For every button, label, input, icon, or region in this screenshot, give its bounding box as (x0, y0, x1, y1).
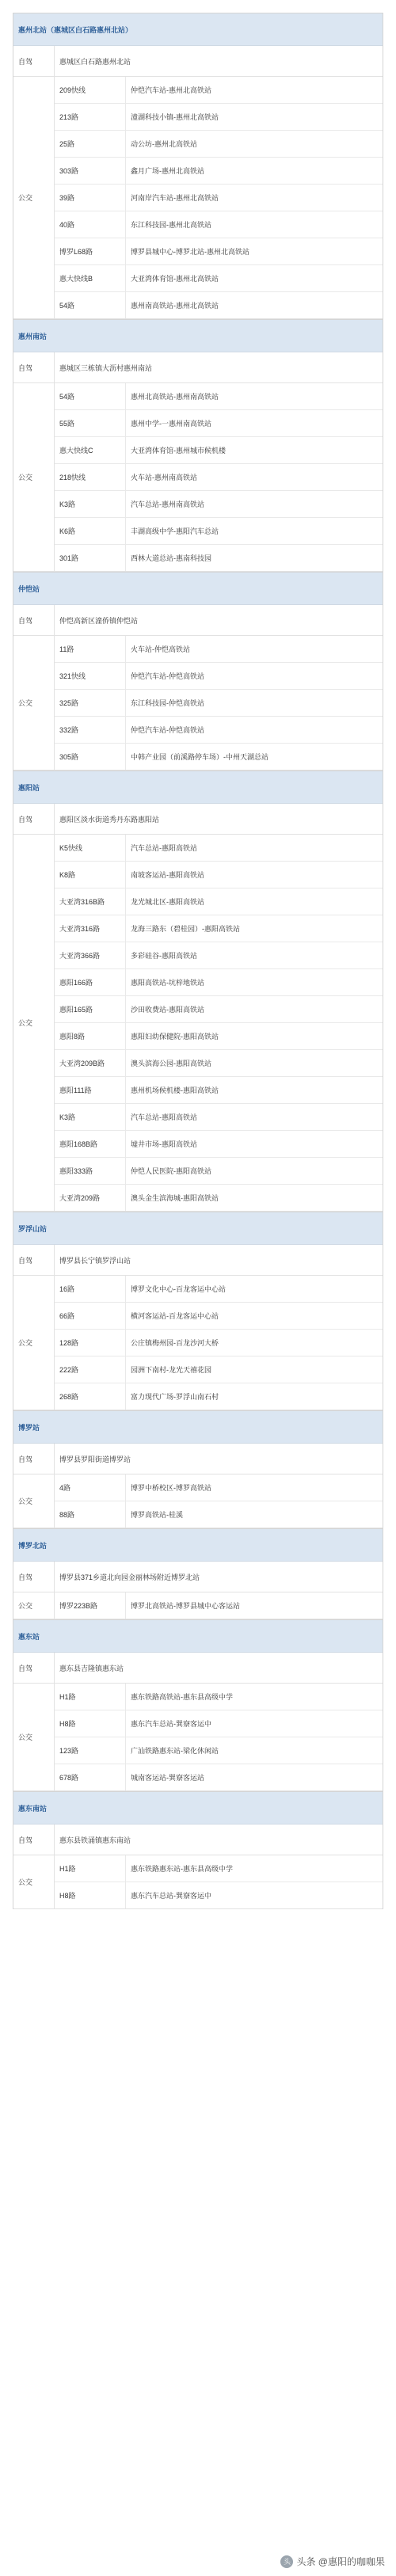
bus-line-row (55, 1077, 383, 1104)
bus-line-name: H1路 (55, 1855, 126, 1882)
bus-line-row (55, 1684, 383, 1710)
bus-row-group (13, 383, 383, 572)
bus-line-row (55, 185, 383, 211)
bus-line-row (55, 717, 383, 744)
bus-line-row (55, 104, 383, 131)
bus-label: 公交 (13, 1276, 55, 1410)
bus-line-route: 园洲下南村-龙光天禧花园 (131, 1366, 211, 1374)
bus-line-name: 222路 (55, 1356, 126, 1383)
bus-line-route: 惠州机场候机楼-惠阳高铁站 (131, 1086, 219, 1094)
bus-line-row (55, 1764, 383, 1790)
bus-line-row (55, 663, 383, 690)
bus-line-name: 惠阳165路 (55, 996, 126, 1022)
bus-line-route: 汽车总站-惠阳高铁站 (131, 1113, 197, 1121)
bus-line-name: H8路 (55, 1882, 126, 1908)
bus-line-row (55, 636, 383, 663)
bus-line-name: 332路 (55, 717, 126, 743)
bus-line-route: 公庄镇梅州园-百龙沙河大桥 (131, 1339, 219, 1347)
bus-line-route: 龙光城北区-惠阳高铁站 (131, 898, 204, 906)
bus-line-route: 墟井市场-惠阳高铁站 (131, 1140, 197, 1148)
self-drive-address: 惠城区三栋镇大沥村惠州南站 (59, 363, 153, 372)
bus-line-row (55, 888, 383, 915)
bus-line-row (55, 383, 383, 410)
bus-line-row (55, 1356, 383, 1383)
bus-line-row (55, 969, 383, 996)
watermark (280, 2555, 385, 2568)
bus-line-route: 仲恺人民医院-惠阳高铁站 (131, 1167, 211, 1175)
bus-line-row (55, 1330, 383, 1356)
bus-line-route: 惠东铁路惠东站-惠东县高级中学 (131, 1865, 233, 1873)
bus-line-name: 678路 (55, 1764, 126, 1790)
self-drive-address: 惠城区白石路惠州北站 (59, 57, 131, 66)
bus-line-route: 博罗中桥校区-博罗高铁站 (131, 1484, 211, 1492)
bus-row-group (13, 636, 383, 771)
self-drive-label: 自驾 (13, 1562, 55, 1592)
bus-label: 公交 (13, 383, 55, 571)
self-drive-label: 自驾 (13, 46, 55, 76)
bus-line-row (55, 1158, 383, 1185)
bus-line-route: 火车站-仲恺高铁站 (131, 645, 190, 653)
bus-label: 公交 (13, 1474, 55, 1528)
station-section (13, 1410, 383, 1528)
bus-row-group (13, 1276, 383, 1410)
bus-line-route: 惠州北高铁站-惠州南高铁站 (131, 393, 219, 401)
bus-line-name: 128路 (55, 1330, 126, 1356)
station-title: 博罗站 (13, 1411, 383, 1444)
bus-row-group (13, 1684, 383, 1791)
bus-line-route: 汽车总站-惠州南高铁站 (131, 500, 204, 508)
self-drive-row (13, 46, 383, 77)
bus-line-name: 213路 (55, 104, 126, 130)
bus-line-route: 汽车总站-惠阳高铁站 (131, 844, 197, 852)
bus-line-name: 4路 (55, 1474, 126, 1501)
bus-line-name: 54路 (55, 383, 126, 409)
bus-line-row (55, 1276, 383, 1303)
bus-line-name: K8路 (55, 862, 126, 888)
station-title: 仲恺站 (13, 573, 383, 605)
bus-line-row (55, 1104, 383, 1131)
bus-line-row (55, 265, 383, 292)
bus-line-name: 惠阳111路 (55, 1077, 126, 1103)
bus-line-row (55, 1592, 383, 1619)
bus-line-route: 澳头滨海公园-惠阳高铁站 (131, 1060, 211, 1067)
bus-line-route: 大亚湾体育馆-惠州北高铁站 (131, 275, 219, 283)
station-section (13, 1791, 383, 1909)
bus-line-name: 11路 (55, 636, 126, 662)
bus-line-row (55, 1303, 383, 1330)
bus-list (55, 636, 383, 770)
bus-line-row (55, 744, 383, 770)
bus-line-row (55, 1185, 383, 1211)
station-title: 惠州北站（惠城区白石路惠州北站） (13, 13, 383, 46)
bus-line-row (55, 518, 383, 545)
bus-line-name: 惠阳333路 (55, 1158, 126, 1184)
bus-list (55, 835, 383, 1211)
bus-line-row (55, 1882, 383, 1908)
self-drive-address: 惠东县吉隆镇惠东站 (59, 1664, 124, 1672)
bus-row-group (13, 835, 383, 1212)
bus-line-route: 博罗文化中心-百龙客运中心站 (131, 1285, 226, 1293)
bus-line-name: 大亚湾316B路 (55, 888, 126, 915)
bus-line-row (55, 437, 383, 464)
bus-line-route: 西林大道总站-惠南科技园 (131, 554, 211, 562)
bus-line-route: 广汕铁路惠东站-梁化休闲站 (131, 1747, 219, 1755)
bus-line-name: H1路 (55, 1684, 126, 1710)
bus-line-route: 仲恺汽车站-惠州北高铁站 (131, 86, 211, 94)
bus-line-name: 惠阳168B路 (55, 1131, 126, 1157)
bus-line-name: 209快线 (55, 77, 126, 103)
bus-line-row (55, 942, 383, 969)
bus-line-name: H8路 (55, 1710, 126, 1737)
bus-line-name: 大亚湾209B路 (55, 1050, 126, 1076)
bus-line-route: 博罗县城中心-博罗北站-惠州北高铁站 (131, 248, 249, 256)
bus-line-name: 惠大快线C (55, 437, 126, 463)
bus-label: 公交 (13, 1684, 55, 1790)
bus-line-row (55, 1474, 383, 1501)
bus-line-route: 惠州南高铁站-惠州北高铁站 (131, 302, 219, 310)
bus-line-row (55, 862, 383, 888)
bus-line-row (55, 1710, 383, 1737)
self-drive-row (13, 1653, 383, 1684)
bus-line-name: 54路 (55, 292, 126, 318)
station-title: 惠阳站 (13, 771, 383, 804)
bus-label: 公交 (13, 77, 55, 318)
bus-line-row (55, 464, 383, 491)
bus-line-row (55, 1131, 383, 1158)
bus-line-route: 丰湖高级中学-惠阳汽车总站 (131, 527, 219, 535)
self-drive-row (13, 1444, 383, 1474)
bus-line-name: 40路 (55, 211, 126, 238)
bus-line-row (55, 491, 383, 518)
bus-line-name: 39路 (55, 185, 126, 211)
bus-list (55, 1855, 383, 1908)
bus-line-name: 321快线 (55, 663, 126, 689)
self-drive-label: 自驾 (13, 605, 55, 635)
bus-line-name: 325路 (55, 690, 126, 716)
self-drive-row (13, 804, 383, 835)
bus-label: 公交 (13, 1855, 55, 1908)
bus-line-name: 大亚湾366路 (55, 942, 126, 968)
bus-list (55, 1276, 383, 1410)
bus-line-row (55, 158, 383, 185)
self-drive-row (13, 1245, 383, 1276)
bus-line-name: 博罗L68路 (55, 238, 126, 264)
bus-line-route: 中韩产业园（前溪路停车场）-中州天湖总站 (131, 753, 268, 761)
bus-line-route: 博罗北高铁站-博罗县城中心客运站 (131, 1602, 240, 1610)
station-title: 博罗北站 (13, 1529, 383, 1562)
station-title: 罗浮山站 (13, 1212, 383, 1245)
bus-label: 公交 (13, 835, 55, 1211)
bus-line-route: 潼湖科技小镇-惠州北高铁站 (131, 113, 219, 121)
bus-line-name: K3路 (55, 491, 126, 517)
bus-line-row (55, 238, 383, 265)
station-section (13, 1528, 383, 1619)
bus-label: 公交 (13, 1592, 55, 1619)
bus-row-group (13, 1474, 383, 1528)
bus-line-row (55, 1050, 383, 1077)
station-section (13, 771, 383, 1212)
bus-line-name: 66路 (55, 1303, 126, 1329)
bus-line-route: 龙海三路东（碧桂园）-惠阳高铁站 (131, 925, 240, 933)
bus-line-name: 惠阳8路 (55, 1023, 126, 1049)
bus-line-route: 东江科技园-惠州北高铁站 (131, 221, 211, 229)
station-section (13, 1619, 383, 1791)
watermark-text: 头条 @惠阳的咖咖果 (296, 2556, 385, 2567)
bus-line-row (55, 1023, 383, 1050)
bus-line-route: 动公坊-惠州北高铁站 (131, 140, 197, 148)
bus-line-route: 沙田收费站-惠阳高铁站 (131, 1006, 204, 1014)
bus-line-row (55, 1855, 383, 1882)
bus-line-row (55, 211, 383, 238)
self-drive-label: 自驾 (13, 1653, 55, 1683)
bus-line-name: 303路 (55, 158, 126, 184)
bus-row-group (13, 1592, 383, 1619)
bus-list (55, 1684, 383, 1790)
self-drive-row (13, 605, 383, 636)
self-drive-address: 惠阳区淡水街道秀丹东路惠阳站 (59, 815, 160, 824)
bus-list (55, 77, 383, 318)
bus-line-route: 惠东汽车总站-巽寮客运中 (131, 1892, 211, 1900)
bus-line-route: 东江科技园-仲恺高铁站 (131, 699, 204, 707)
bus-list (55, 1592, 383, 1619)
self-drive-address: 博罗县罗阳街道博罗站 (59, 1455, 131, 1463)
bus-line-row (55, 545, 383, 571)
bus-line-name: K6路 (55, 518, 126, 544)
bus-line-row (55, 915, 383, 942)
bus-line-row (55, 996, 383, 1023)
bus-line-row (55, 835, 383, 862)
bus-line-row (55, 1383, 383, 1410)
bus-line-row (55, 131, 383, 158)
self-drive-label: 自驾 (13, 804, 55, 834)
self-drive-label: 自驾 (13, 1825, 55, 1855)
bus-line-name: 博罗223B路 (55, 1592, 126, 1619)
bus-label: 公交 (13, 636, 55, 770)
self-drive-label: 自驾 (13, 1444, 55, 1474)
self-drive-address: 仲恺高新区潼侨镇仲恺站 (59, 616, 139, 625)
bus-line-name: 大亚湾316路 (55, 915, 126, 942)
station-title: 惠州南站 (13, 320, 383, 352)
self-drive-label: 自驾 (13, 1245, 55, 1275)
self-drive-row (13, 1562, 383, 1592)
bus-line-name: 301路 (55, 545, 126, 571)
station-section (13, 13, 383, 319)
bus-line-row (55, 1501, 383, 1528)
bus-line-name: 惠大快线B (55, 265, 126, 291)
bus-line-route: 惠州中学-一惠州南高铁站 (131, 420, 211, 428)
bus-line-name: K3路 (55, 1104, 126, 1130)
bus-line-name: 218快线 (55, 464, 126, 490)
bus-line-row (55, 410, 383, 437)
bus-line-name: 惠阳166路 (55, 969, 126, 995)
bus-row-group (13, 77, 383, 319)
bus-line-name: 268路 (55, 1383, 126, 1410)
self-drive-address: 博罗县371乡道北向园金丽林场附近博罗北站 (59, 1573, 200, 1581)
bus-line-route: 仲恺汽车站-仲恺高铁站 (131, 672, 204, 680)
self-drive-row (13, 1825, 383, 1855)
bus-line-row (55, 77, 383, 104)
bus-line-route: 火车站-惠州南高铁站 (131, 474, 197, 481)
bus-line-route: 富力现代广场-罗浮山南石村 (131, 1393, 219, 1401)
bus-line-row (55, 292, 383, 318)
bus-list (55, 383, 383, 571)
bus-line-route: 博罗高铁站-桂溪 (131, 1511, 183, 1519)
bus-line-route: 城南客运站-巽寮客运站 (131, 1774, 204, 1782)
bus-line-row (55, 1737, 383, 1764)
station-title: 惠东南站 (13, 1792, 383, 1825)
bus-line-route: 横河客运站-百龙客运中心站 (131, 1312, 219, 1320)
transport-document (13, 13, 383, 1909)
bus-list (55, 1474, 383, 1528)
self-drive-label: 自驾 (13, 352, 55, 382)
bus-line-name: 25路 (55, 131, 126, 157)
bus-row-group (13, 1855, 383, 1909)
self-drive-address: 博罗县长宁镇罗浮山站 (59, 1256, 131, 1265)
self-drive-row (13, 352, 383, 383)
bus-line-route: 大亚湾体育馆-惠州城市候机楼 (131, 447, 226, 455)
station-title: 惠东站 (13, 1620, 383, 1653)
bus-line-route: 南坡客运站-惠阳高铁站 (131, 871, 204, 879)
bus-line-name: 55路 (55, 410, 126, 436)
bus-line-route: 鑫月广场-惠州北高铁站 (131, 167, 204, 175)
station-section (13, 1212, 383, 1410)
bus-line-row (55, 690, 383, 717)
bus-line-name: 88路 (55, 1501, 126, 1528)
bus-line-name: K5快线 (55, 835, 126, 861)
bus-line-route: 惠阳高铁站-坑梓地铁站 (131, 979, 204, 987)
bus-line-name: 123路 (55, 1737, 126, 1764)
bus-line-route: 惠东汽车总站-巽寮客运中 (131, 1720, 211, 1728)
bus-line-route: 惠阳妇幼保健院-惠阳高铁站 (131, 1033, 219, 1041)
bus-line-route: 惠东铁路高铁站-惠东县高级中学 (131, 1693, 233, 1701)
bus-line-route: 澳头金生滨海城-惠阳高铁站 (131, 1194, 219, 1202)
bus-line-route: 多彩硅谷-惠阳高铁站 (131, 952, 197, 960)
bus-line-name: 16路 (55, 1276, 126, 1302)
bus-line-name: 大亚湾209路 (55, 1185, 126, 1211)
self-drive-address: 惠东县铁涌镇惠东南站 (59, 1836, 131, 1844)
bus-line-route: 河南岸汽车站-惠州北高铁站 (131, 194, 219, 202)
bus-line-name: 305路 (55, 744, 126, 770)
station-section (13, 319, 383, 572)
toutiao-logo-icon: 头 (280, 2555, 293, 2568)
bus-line-route: 仲恺汽车站-仲恺高铁站 (131, 726, 204, 734)
station-section (13, 572, 383, 771)
